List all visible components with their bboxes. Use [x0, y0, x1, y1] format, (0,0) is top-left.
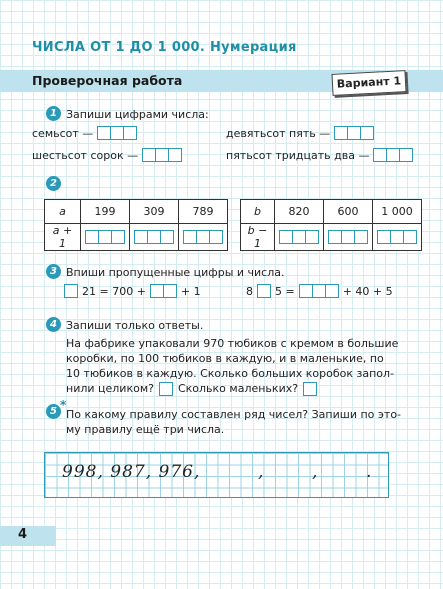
problem-line: 10 тюбиков в каждую. Сколько больших коробок запол- — [66, 367, 395, 380]
task-number-3: 3 — [46, 264, 61, 279]
answer-cell[interactable] — [312, 284, 326, 298]
question-big-boxes: нили целиком? — [66, 382, 154, 395]
answer-cell[interactable] — [377, 230, 391, 244]
task-number-2: 2 — [46, 176, 61, 191]
variant-badge: Вариант 1 — [331, 70, 406, 96]
answer-cell[interactable] — [347, 126, 361, 140]
answer-cell[interactable] — [334, 126, 348, 140]
answer-cell[interactable] — [97, 126, 111, 140]
answer-cell[interactable] — [341, 230, 355, 244]
task4-instruction: Запиши только ответы. — [66, 319, 204, 332]
answer-cell[interactable] — [150, 284, 164, 298]
answer-cells[interactable] — [303, 382, 317, 396]
answer-cells[interactable] — [373, 148, 413, 162]
answer-cell[interactable] — [160, 230, 174, 244]
answer-cell[interactable] — [299, 284, 313, 298]
answer-cells[interactable] — [97, 126, 137, 140]
answer-cells[interactable] — [334, 126, 374, 140]
answer-cells[interactable] — [64, 284, 78, 298]
answer-cells[interactable] — [275, 224, 324, 251]
table-a — [44, 199, 228, 251]
table-cell: 309 — [130, 200, 179, 224]
page-title: ЧИСЛА ОТ 1 ДО 1 000. Нумерация — [32, 40, 297, 55]
table-header-cell: a + 1 — [45, 224, 81, 251]
task1-instruction: Запиши цифрами числа: — [66, 108, 209, 121]
answer-cell[interactable] — [196, 230, 210, 244]
answer-cell[interactable] — [85, 230, 99, 244]
answer-cell[interactable] — [354, 230, 368, 244]
page-number: 4 — [18, 527, 28, 542]
table-row — [241, 200, 422, 224]
problem-line: На фабрике упаковали 970 тюбиков с кремом в большие — [66, 337, 399, 350]
answer-cells[interactable] — [299, 284, 339, 298]
task-number-5: 5 — [46, 404, 61, 419]
equation-text: 5 = — [275, 284, 295, 298]
table-cell: 789 — [179, 200, 228, 224]
task-number-4: 4 — [46, 317, 61, 332]
instruction-line: му правилу ещё три числа. — [66, 423, 225, 436]
answer-cells[interactable] — [373, 224, 422, 251]
answer-cells[interactable] — [179, 224, 228, 251]
answer-cell[interactable] — [325, 284, 339, 298]
equation-text: + 1 — [180, 284, 201, 298]
task1-item-label: шестьсот сорок — — [32, 148, 139, 162]
problem-last-line — [66, 381, 406, 396]
answer-cells[interactable] — [324, 224, 373, 251]
answer-cell[interactable] — [257, 284, 271, 298]
task3-equation-1 — [64, 284, 201, 298]
answer-cells[interactable] — [159, 382, 173, 396]
answer-cell[interactable] — [64, 284, 78, 298]
answer-cell[interactable] — [390, 230, 404, 244]
equation-text: 21 = 700 + — [82, 284, 146, 298]
answer-cell[interactable] — [155, 148, 169, 162]
blank-separator: , — [258, 462, 265, 482]
table-row — [45, 224, 228, 251]
handwritten-sequence: 998, 987, 976, — [62, 462, 201, 482]
table-header-cell: b − 1 — [241, 224, 275, 251]
answer-cell[interactable] — [110, 126, 124, 140]
answer-cells[interactable] — [142, 148, 182, 162]
question-small-boxes: Сколько маленьких? — [177, 382, 299, 395]
answer-cell[interactable] — [98, 230, 112, 244]
answer-cell[interactable] — [279, 230, 293, 244]
answer-cell[interactable] — [373, 148, 387, 162]
task1-item-label: семьсот — — [32, 126, 94, 140]
table-row — [241, 224, 422, 251]
task1-item-1 — [32, 126, 137, 140]
answer-cell[interactable] — [386, 148, 400, 162]
task4-problem — [66, 336, 406, 396]
star-marker: * — [60, 398, 67, 412]
answer-cell[interactable] — [360, 126, 374, 140]
task1-item-2 — [226, 126, 374, 140]
answer-cell[interactable] — [134, 230, 148, 244]
answer-cell[interactable] — [292, 230, 306, 244]
table-b — [240, 199, 422, 251]
answer-cells[interactable] — [150, 284, 177, 298]
problem-line: коробки, по 100 тюбиков в каждую, и в маленькие, по — [66, 352, 384, 365]
task5-instruction — [66, 407, 401, 437]
equation-text: 8 — [246, 284, 253, 298]
answer-cell[interactable] — [168, 148, 182, 162]
table-row — [45, 200, 228, 224]
table-header-cell: b — [241, 200, 275, 224]
task3-instruction: Впиши пропущенные цифры и числа. — [66, 266, 285, 279]
task1-item-3 — [32, 148, 182, 162]
answer-cell[interactable] — [305, 230, 319, 244]
answer-cell[interactable] — [209, 230, 223, 244]
answer-cell[interactable] — [183, 230, 197, 244]
answer-cell[interactable] — [328, 230, 342, 244]
task1-item-label: пятьсот тридцать два — — [226, 148, 370, 162]
answer-cell[interactable] — [147, 230, 161, 244]
answer-cell[interactable] — [111, 230, 125, 244]
answer-cell[interactable] — [303, 382, 317, 396]
page-number-band — [0, 526, 56, 546]
answer-cell[interactable] — [142, 148, 156, 162]
table-cell: 199 — [81, 200, 130, 224]
instruction-line: По какому правилу составлен ряд чисел? Запиши по это- — [66, 408, 402, 421]
answer-cell[interactable] — [399, 148, 413, 162]
table-header-cell: a — [45, 200, 81, 224]
task1-item-4 — [226, 148, 413, 162]
answer-cell[interactable] — [163, 284, 177, 298]
equation-text: + 40 + 5 — [342, 284, 393, 298]
task3-equation-2 — [246, 284, 393, 298]
table-cell: 820 — [275, 200, 324, 224]
task-number-1: 1 — [46, 106, 61, 121]
answer-cells[interactable] — [257, 284, 271, 298]
answer-cell[interactable] — [403, 230, 417, 244]
answer-cells[interactable] — [130, 224, 179, 251]
blank-separator: , — [312, 462, 319, 482]
answer-cell[interactable] — [159, 382, 173, 396]
table-cell: 1 000 — [373, 200, 422, 224]
answer-cells[interactable] — [81, 224, 130, 251]
blank-end: . — [366, 462, 373, 482]
answer-cell[interactable] — [123, 126, 137, 140]
section-title: Проверочная работа — [32, 73, 183, 88]
table-cell: 600 — [324, 200, 373, 224]
task1-item-label: девятьсот пять — — [226, 126, 331, 140]
